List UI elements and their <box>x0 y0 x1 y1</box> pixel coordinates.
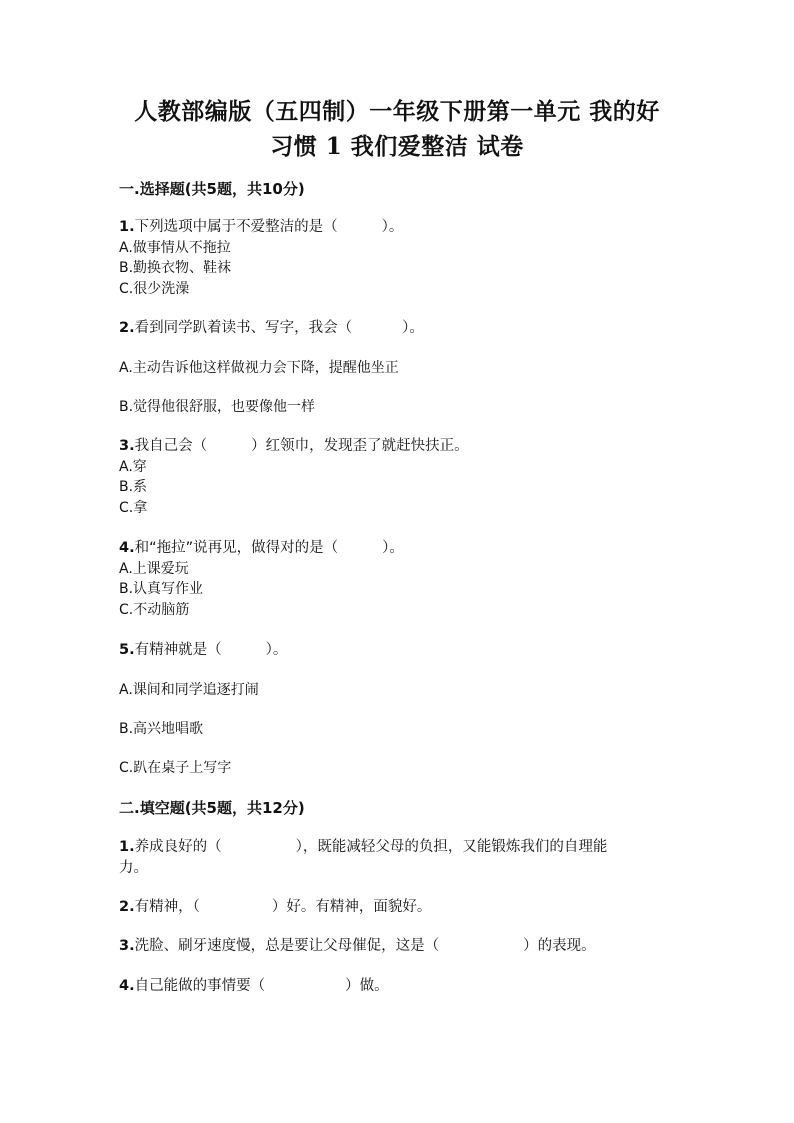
stem-text: 自己能做的事情要（ <box>134 978 266 994</box>
option-b[interactable]: B.认真写作业 <box>119 581 204 597</box>
question-number: 4. <box>119 540 135 556</box>
stem-text: 有精神就是（ <box>134 642 222 658</box>
question-stem <box>119 976 679 997</box>
question-stem <box>119 217 679 238</box>
question-stem <box>119 640 679 661</box>
option-a[interactable]: A.课间和同学追逐打闹 <box>119 682 259 698</box>
stem-text: 和“拖拉”说再见，做得对的是（ <box>134 540 339 556</box>
option-c[interactable]: C.不动脑筋 <box>119 601 190 618</box>
option-b[interactable]: B.高兴地唱歌 <box>119 721 204 737</box>
option-b[interactable]: B.勤换衣物、鞋袜 <box>119 260 232 276</box>
exam-title <box>100 94 694 164</box>
fill-question-4 <box>119 976 679 997</box>
option-a[interactable]: A.上课爱玩 <box>119 560 189 577</box>
option-a[interactable]: A.穿 <box>119 458 147 475</box>
question-stem <box>119 318 679 339</box>
fill-question-3 <box>119 936 679 957</box>
question-2 <box>119 318 679 339</box>
question-number: 3. <box>119 938 135 954</box>
question-4 <box>119 538 679 620</box>
question-1 <box>119 217 679 299</box>
fill-question-2 <box>119 897 679 918</box>
option-c[interactable]: C.趴在桌子上写字 <box>119 760 232 776</box>
question-stem <box>119 936 679 957</box>
stem-text: 洗脸、刷牙速度慢，总是要让父母催促，这是（ <box>134 938 440 954</box>
stem-text: ）做。 <box>345 978 389 994</box>
question-stem <box>119 436 679 457</box>
option-a[interactable]: A.主动告诉他这样做视力会下降，提醒他坐正 <box>119 360 399 376</box>
question-number: 1. <box>119 219 135 235</box>
stem-text: ），既能减轻父母的负担，又能锻炼我们的自理能 <box>295 839 608 855</box>
stem-text: 养成良好的（ <box>134 839 222 855</box>
option-c[interactable]: C.拿 <box>119 499 148 516</box>
option-b[interactable]: B.觉得他很舒服，也要像他一样 <box>119 399 316 415</box>
question-5 <box>119 640 679 661</box>
stem-text: 我自己会（ <box>134 438 208 454</box>
question-stem <box>119 837 679 858</box>
question-number: 2. <box>119 320 135 336</box>
title-line-2: 习惯 1 我们爱整洁 试卷 <box>270 133 524 160</box>
stem-text: 下列选项中属于不爱整洁的是（ <box>134 219 338 235</box>
question-number: 5. <box>119 642 135 658</box>
stem-text: ）。 <box>402 320 424 336</box>
stem-text: ）好。有精神，面貌好。 <box>271 899 432 915</box>
stem-text: 有精神，（ <box>134 899 200 915</box>
question-number: 2. <box>119 899 135 915</box>
section-heading-fill: 二.填空题(共5题，共12分) <box>119 799 305 817</box>
stem-text: 力。 <box>119 859 148 876</box>
stem-text: 看到同学趴着读书、写字，我会（ <box>134 320 353 336</box>
option-b[interactable]: B.系 <box>119 479 148 495</box>
question-stem <box>119 538 679 559</box>
stem-text: ）的表现。 <box>523 938 596 954</box>
question-stem <box>119 897 679 918</box>
question-number: 3. <box>119 438 135 454</box>
question-number: 1. <box>119 839 135 855</box>
fill-question-1 <box>119 837 679 878</box>
question-3 <box>119 436 679 518</box>
title-line-1: 人教部编版（五四制）一年级下册第一单元 我的好 <box>134 98 660 125</box>
stem-text: ）。 <box>382 540 404 556</box>
stem-text: ）。 <box>265 642 288 658</box>
section-heading-choice: 一.选择题(共5题，共10分) <box>119 180 305 198</box>
stem-text: ）。 <box>381 219 404 235</box>
option-a[interactable]: A.做事情从不拖拉 <box>119 239 231 256</box>
stem-text: ）红领巾，发现歪了就赶快扶正。 <box>251 438 469 454</box>
question-number: 4. <box>119 978 135 994</box>
option-c[interactable]: C.很少洗澡 <box>119 280 190 297</box>
